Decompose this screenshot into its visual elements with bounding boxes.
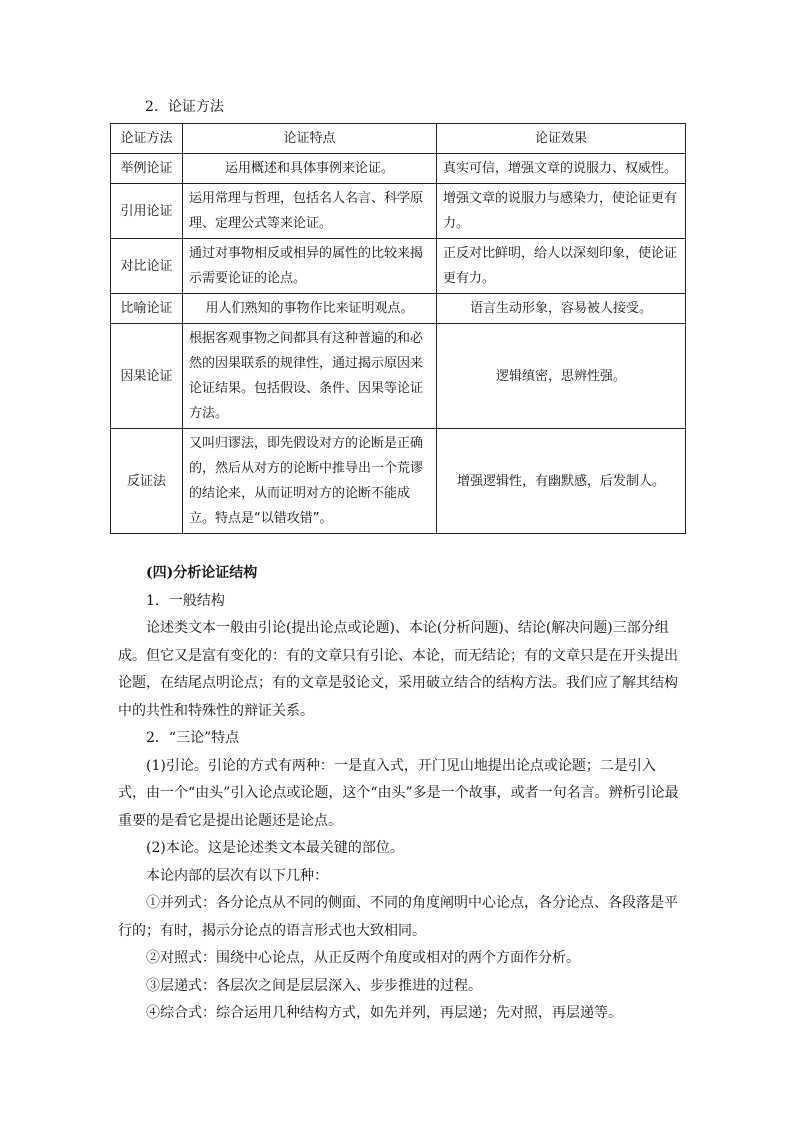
header-effect: 论证效果 — [437, 124, 686, 154]
effect-cell: 逻辑缜密，思辨性强。 — [437, 324, 686, 429]
argument-methods-table — [110, 123, 686, 534]
header-method: 论证方法 — [111, 124, 183, 154]
paragraph: ②对照式：围绕中心论点，从正反两个角度或相对的两个方面作分析。 — [146, 950, 580, 966]
method-cell: 因果论证 — [111, 324, 183, 429]
feature-cell: 运用常理与哲理，包括名人名言、科学原理、定理公式等来论证。 — [183, 184, 437, 239]
effect-cell: 增强文章的说服力与感染力，使论证更有力。 — [437, 184, 686, 239]
method-cell: 引用论证 — [111, 184, 183, 239]
paragraph: 2．“三论”特点 — [146, 730, 240, 746]
effect-cell: 真实可信，增强文章的说服力、权威性。 — [437, 154, 686, 184]
paragraph: ④综合式：综合运用几种结构方式，如先并列，再层递；先对照，再层递等。 — [146, 1005, 622, 1021]
table-row — [111, 154, 686, 184]
subsection-title: (四)分析论证结构 — [146, 565, 258, 581]
table-row — [111, 324, 686, 429]
paragraph: 1．一般结构 — [146, 592, 225, 609]
method-cell: 比喻论证 — [111, 294, 183, 324]
paragraph: ①并列式：各分论点从不同的侧面、不同的角度阐明中心论点，各分论点、各段落是平行的；有时，揭示分论点的语言形式也大致相同。 — [118, 895, 678, 939]
table-row — [111, 239, 686, 294]
feature-cell: 根据客观事物之间都具有这种普遍的和必然的因果联系的规律性，通过揭示原因来论证结果。包括假设、条件、因果等论证方法。 — [183, 324, 437, 429]
body-text — [118, 560, 682, 1028]
paragraph: ③层递式：各层次之间是层层深入、步步推进的过程。 — [146, 977, 482, 994]
header-feature: 论证特点 — [183, 124, 437, 154]
section-heading: 2．论证方法 — [145, 99, 224, 115]
table-header-row — [111, 124, 686, 154]
paragraph: 本论内部的层次有以下几种： — [146, 867, 328, 884]
paragraph: (1)引论。引论的方式有两种：一是直入式，开门见山地提出论点或论题；二是引入式，由一个“由头”引入论点或论题，这个“由头”多是一个故事，或者一句名言。辨析引论最重要的是看它是提出论题还是论点。 — [118, 757, 679, 829]
effect-cell: 语言生动形象，容易被人接受。 — [437, 294, 686, 324]
paragraph: (2)本论。这是论述类文本最关键的部位。 — [146, 840, 404, 856]
table-row — [111, 184, 686, 239]
feature-cell: 用人们熟知的事物作比来证明观点。 — [183, 294, 437, 324]
feature-cell: 运用概述和具体事例来论证。 — [183, 154, 437, 184]
effect-cell: 正反对比鲜明，给人以深刻印象，使论证更有力。 — [437, 239, 686, 294]
method-cell: 反证法 — [111, 429, 183, 534]
method-cell: 举例论证 — [111, 154, 183, 184]
feature-cell: 通过对事物相反或相异的属性的比较来揭示需要论证的论点。 — [183, 239, 437, 294]
method-cell: 对比论证 — [111, 239, 183, 294]
paragraph: 论述类文本一般由引论(提出论点或论题)、本论(分析问题)、结论(解决问题)三部分组成。但它又是富有变化的：有的文章只有引论、本论，而无结论；有的文章只是在开头提出论题，在结尾点明论点；有的文章是驳论文，采用破立结合的结构方法。我们应了解其结构中的共性和特殊性的辩证关系。 — [118, 620, 678, 719]
effect-cell: 增强逻辑性，有幽默感，后发制人。 — [437, 429, 686, 534]
feature-cell: 又叫归谬法，即先假设对方的论断是正确的，然后从对方的论断中推导出一个荒谬的结论来，从而证明对方的论断不能成立。特点是“以错攻错”。 — [183, 429, 437, 534]
table-row — [111, 429, 686, 534]
table-row — [111, 294, 686, 324]
